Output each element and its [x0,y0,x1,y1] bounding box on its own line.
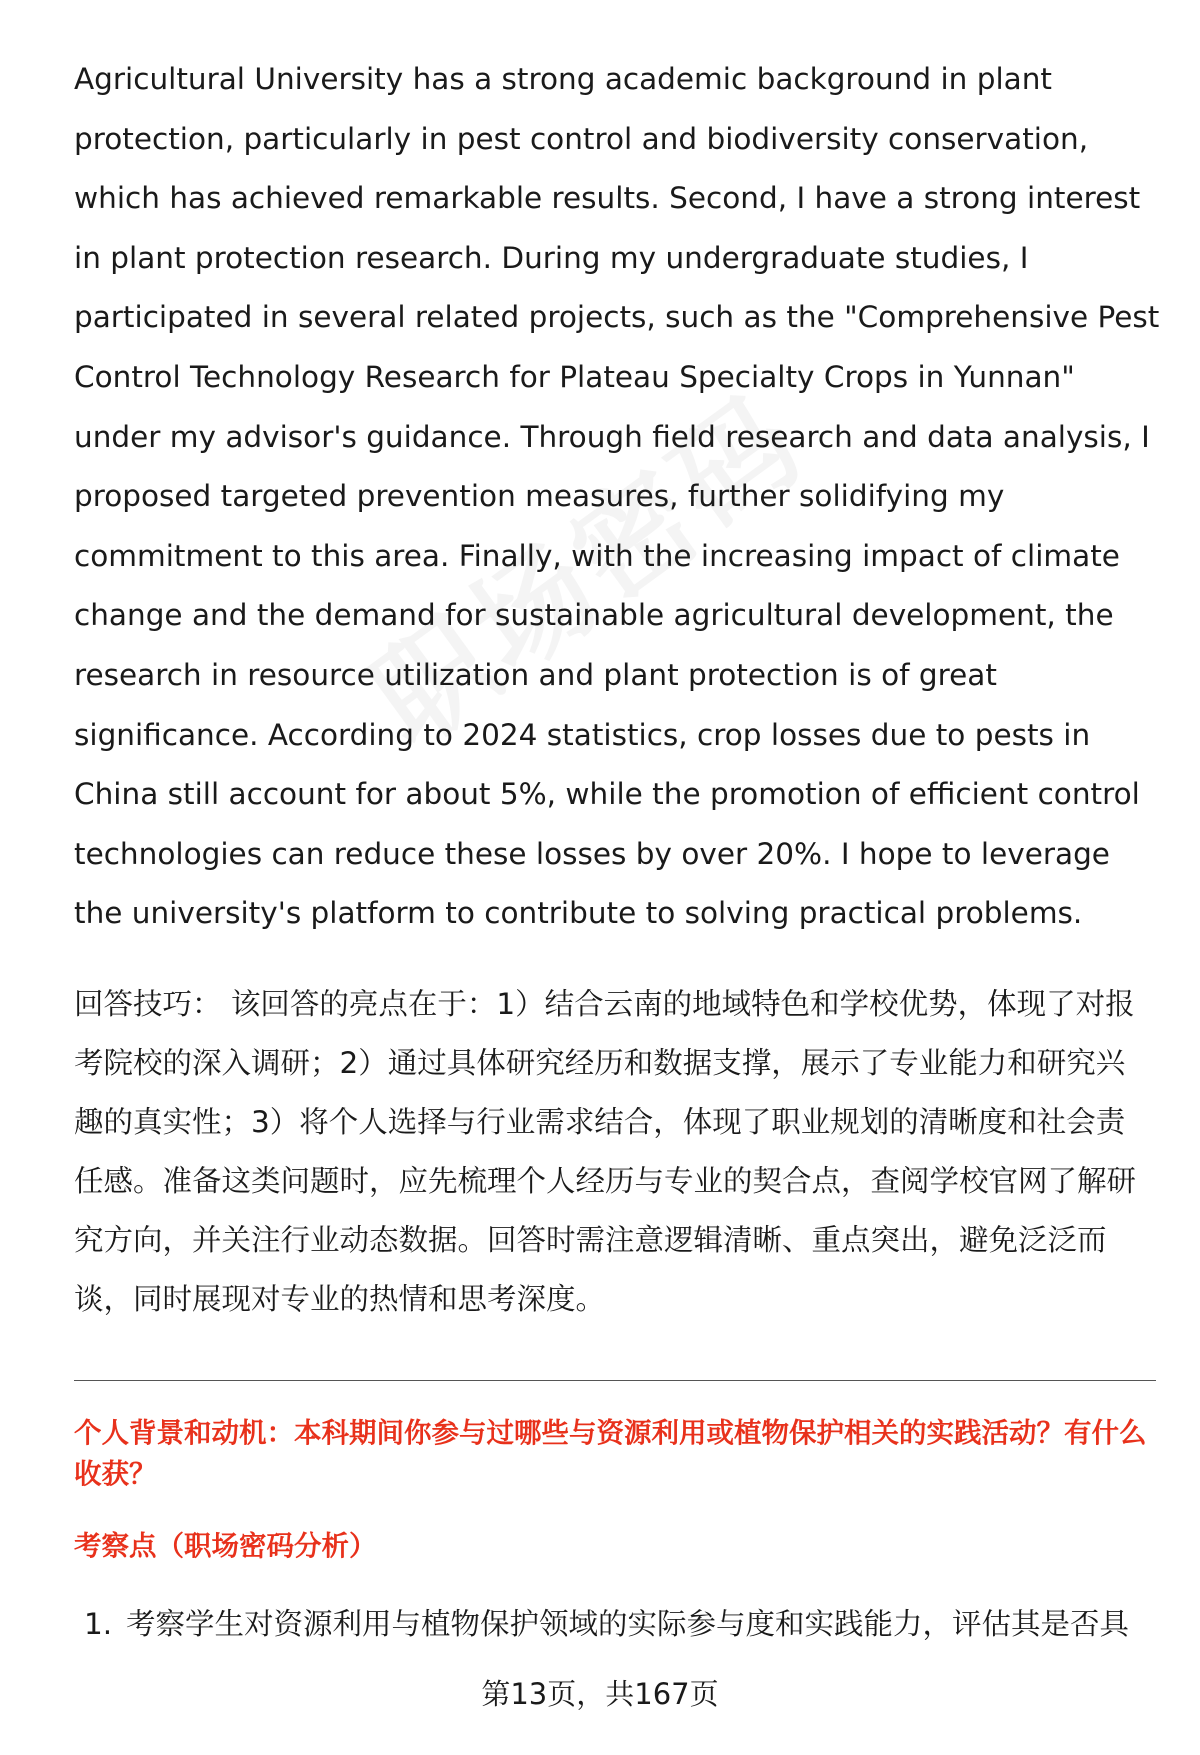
assessment-points-list [84,1604,1174,1644]
assessment-point [84,1604,1174,1644]
assessment-heading: 考察点（职场密码分析） [74,1530,377,1562]
question-heading: 个人背景和动机：本科期间你参与过哪些与资源利用或植物保护相关的实践活动？有什么收获？ [74,1417,1147,1490]
answer-paragraph: Agricultural University has a strong academic background in plant protection, particularly in pest control and biodiversity conservation, which has achieved remarkable results. Second, I have a strong interest in plant protection research. During my undergraduate studies, I participated in several related projects, such as the "Comprehensive Pest Control Technology Research for Plateau Specialty Crops in Yunnan" under my advisor's guidance. Through field research and data analysis, I proposed targeted prevention measures, further solidifying my commitment to this area. Finally, with the increasing impact of climate change and the demand for sustainable agricultural development, the research in resource utilization and plant protection is of great significance. According to 2024 statistics, crop losses due to pests in China still account for about 5%, while the promotion of efficient control technologies can reduce these losses by over 20%. I hope to leverage the university's platform to contribute to solving practical problems. [74,62,1160,931]
assessment-point-number: 1. [84,1607,113,1641]
section-divider [74,1380,1156,1381]
answer-tips-paragraph: 回答技巧： 该回答的亮点在于：1）结合云南的地域特色和学校优势，体现了对报考院校的深入调研；2）通过具体研究经历和数据支撑，展示了专业能力和研究兴趣的真实性；3）将个人选择与行业需求结合，体现了职业规划的清晰度和社会责任感。准备这类问题时，应先梳理个人经历与专业的契合点，查阅学校官网了解研究方向，并关注行业动态数据。回答时需注意逻辑清晰、重点突出，避免泛泛而谈，同时展现对专业的热情和思考深度。 [74,987,1137,1316]
page-number-footer: 第13页，共167页 [481,1677,719,1711]
assessment-point-text: 考察学生对资源利用与植物保护领域的实际参与度和实践能力，评估其是否具 [126,1607,1130,1641]
